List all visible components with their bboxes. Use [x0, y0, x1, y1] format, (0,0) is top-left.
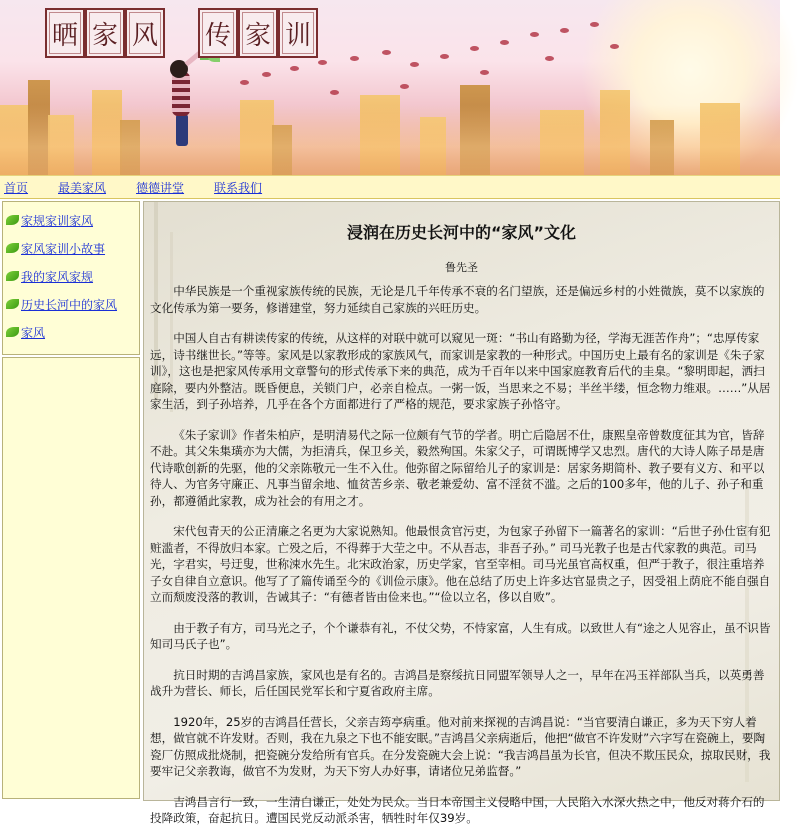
header-banner — [0, 0, 780, 175]
petal-shape — [470, 46, 479, 51]
banner-title-char: 晒 — [45, 8, 85, 58]
petal-shape — [290, 66, 299, 71]
article-panel — [143, 201, 780, 825]
article-paragraph: 抗日时期的吉鸿昌家族，家风也是有名的。吉鸿昌是察绥抗日同盟军领导人之一，早年在冯玉祥部队当兵，以英勇善战升为营长、师长，后任国民党军长和宁夏省政府主席。 — [150, 667, 765, 698]
petal-shape — [400, 84, 409, 89]
article-paragraph: 由于教子有方，司马光之子，个个谦恭有礼，不仗父势，不恃家富，人生有成。以致世人有“途之人见容止，虽不识皆知司马氏子也”。 — [150, 620, 771, 651]
sidebar-item-label[interactable]: 我的家风家规 — [21, 269, 94, 284]
article-paragraph: 《朱子家训》作者朱柏庐，是明清易代之际一位颇有气节的学者。明亡后隐居不仕，康熙皇帝曾数度征其为官，皆辞不赴。其父朱集璜亦为大儒，为拒清兵，保卫乡关，毅然殉国。朱家父子，可谓既博学又忠烈。唐代的大诗人陈子昂是唐代诗歌创新的先驱，他的父亲陈敬元一生不入仕。他弥留之际留给儿子的家训是：居家务期简朴、教子要有义方、和平以待人、为官务守廉正、凡事当留余地、恤贫苦乡亲、敬老兼爱幼、富不淫贫不滥。之后的100多年，他的儿子、孙子和重孙，都遵循此家教，成为社会的有用之才。 — [150, 427, 765, 508]
nav-contact-link[interactable]: 联系我们 — [214, 180, 263, 195]
sidebar-item-my-rules[interactable] — [3, 262, 139, 290]
nav-lecture-link[interactable]: 德德讲堂 — [136, 180, 185, 195]
sidebar-item-family-style[interactable] — [3, 318, 139, 346]
petal-shape — [382, 50, 391, 55]
sidebar-item-label[interactable]: 家规家训家风 — [21, 213, 94, 228]
petal-shape — [530, 32, 539, 37]
sidebar-item-rules[interactable] — [3, 206, 139, 234]
sidebar-item-history[interactable] — [3, 290, 139, 318]
petal-shape — [350, 56, 359, 61]
petal-shape — [440, 54, 449, 59]
article-title: 浸润在历史长河中的“家风”文化 — [346, 223, 577, 242]
article-paragraph: 中国人自古有耕读传家的传统，从这样的对联中就可以窥见一斑：“书山有路勤为径，学海无涯苦作舟”；“忠厚传家远，诗书继世长。”等等。家风是以家教形成的家族风气，而家训是家教的一种形式。中国历史上最有名的家训是《朱子家训》，这也是把家风传承用文章警句的形式传承下来的典范，成为千百年以来中国家庭教育后代的圭臬。“黎明即起，洒扫庭除，要内外整洁。既昏便息，关锁门户，必亲自检点。一粥一饭，当思来之不易；半丝半缕，恒念物力维艰。……”从居家生活，到子孙培养，几乎在各个方面都进行了严格的规范，要求家族子孙恪守。 — [150, 331, 771, 411]
petal-shape — [500, 40, 509, 45]
leaf-icon — [6, 215, 19, 225]
sidebar-item-stories[interactable] — [3, 234, 139, 262]
article-author: 鲁先圣 — [445, 261, 478, 274]
petal-shape — [590, 22, 599, 27]
banner-title-char: 家 — [85, 8, 125, 58]
article-paragraph: 1920年，25岁的吉鸿昌任营长，父亲吉筠亭病重。他对前来探视的吉鸿昌说：“当官要清白谦正，多为天下穷人着想，做官就不许发财。否则，我在九泉之下也不能安眠。”吉鸿昌父亲病逝后，他把“做官不许发财”六字写在瓷碗上，要陶瓷厂仿照成批烧制，把瓷碗分发给所有官兵。在分发瓷碗大会上说：“我吉鸿昌虽为长官，但决不欺压民众，掠取民财，我要牢记父亲教诲，做官不为发财，为天下穷人办好事，请诸位兄弟监督。” — [150, 714, 771, 778]
horizon-glow — [0, 105, 780, 175]
petal-shape — [262, 72, 271, 77]
petal-shape — [480, 70, 489, 75]
petal-shape — [560, 28, 569, 33]
sidebar-item-label[interactable]: 历史长河中的家风 — [21, 297, 118, 312]
sidebar-empty-panel — [2, 357, 140, 799]
leaf-icon — [6, 327, 19, 337]
leaf-icon — [6, 299, 19, 309]
article-paragraph: 中华民族是一个重视家族传统的民族，无论是几千年传承不衰的名门望族，还是偏远乡村的小姓微族，莫不以家族的文化传承为第一要务，修谱建堂，努力延续自己家族的兴旺历史。 — [150, 284, 765, 315]
banner-title-char: 家 — [238, 8, 278, 58]
petal-shape — [610, 44, 619, 49]
page-body — [0, 199, 780, 825]
petal-shape — [330, 90, 339, 95]
petal-shape — [240, 80, 249, 85]
nav-home-link[interactable]: 首页 — [4, 180, 29, 195]
banner-title-char: 训 — [278, 8, 318, 58]
nav-best-family-link[interactable]: 最美家风 — [58, 180, 107, 195]
banner-title-char: 风 — [125, 8, 165, 58]
girl-figure-body — [172, 72, 190, 116]
girl-figure-legs — [176, 114, 188, 146]
leaf-icon — [6, 271, 19, 281]
sidebar — [2, 201, 140, 801]
article-paragraph: 宋代包青天的公正清廉之名更为大家说熟知。他最恨贪官污吏，为包家子孙留下一篇著名的家训：“后世子孙仕宦有犯赃滥者，不得放归本家。亡殁之后，不得葬于大茔之中。不从吾志，非吾子孙。” 司马光教子也是古代家教的典范。司马光，字君实，号迂叟，世称涑水先生。北宋政治家，历史学家，官至宰相。司马光虽官高权重，但严于教子，很注重培养子女自律自立意识。他写了了篇传诵至今的《训俭示康》。他在总结了历史上许多达官显贵之子，因受祖上荫庇不能自强自立而颓废没落的教训，告诫其子：“有德者皆由俭来也。”“俭以立名，侈以自败”。 — [150, 524, 771, 604]
top-nav — [0, 175, 780, 199]
sidebar-menu — [2, 201, 140, 355]
petal-shape — [545, 56, 554, 61]
article-paragraph: 吉鸿昌言行一致，一生清白谦正，处处为民众。当日本帝国主义侵略中国，人民陷入水深火热之中，他反对蒋介石的投降政策，奋起抗日。遭国民党反动派杀害，牺牲时年仅39岁。 — [150, 794, 765, 825]
sidebar-item-label[interactable]: 家风 — [21, 325, 46, 340]
banner-title-char: 传 — [198, 8, 238, 58]
petal-shape — [318, 60, 327, 65]
leaf-icon — [6, 243, 19, 253]
petal-shape — [410, 62, 419, 67]
sidebar-item-label[interactable]: 家风家训小故事 — [21, 241, 106, 256]
